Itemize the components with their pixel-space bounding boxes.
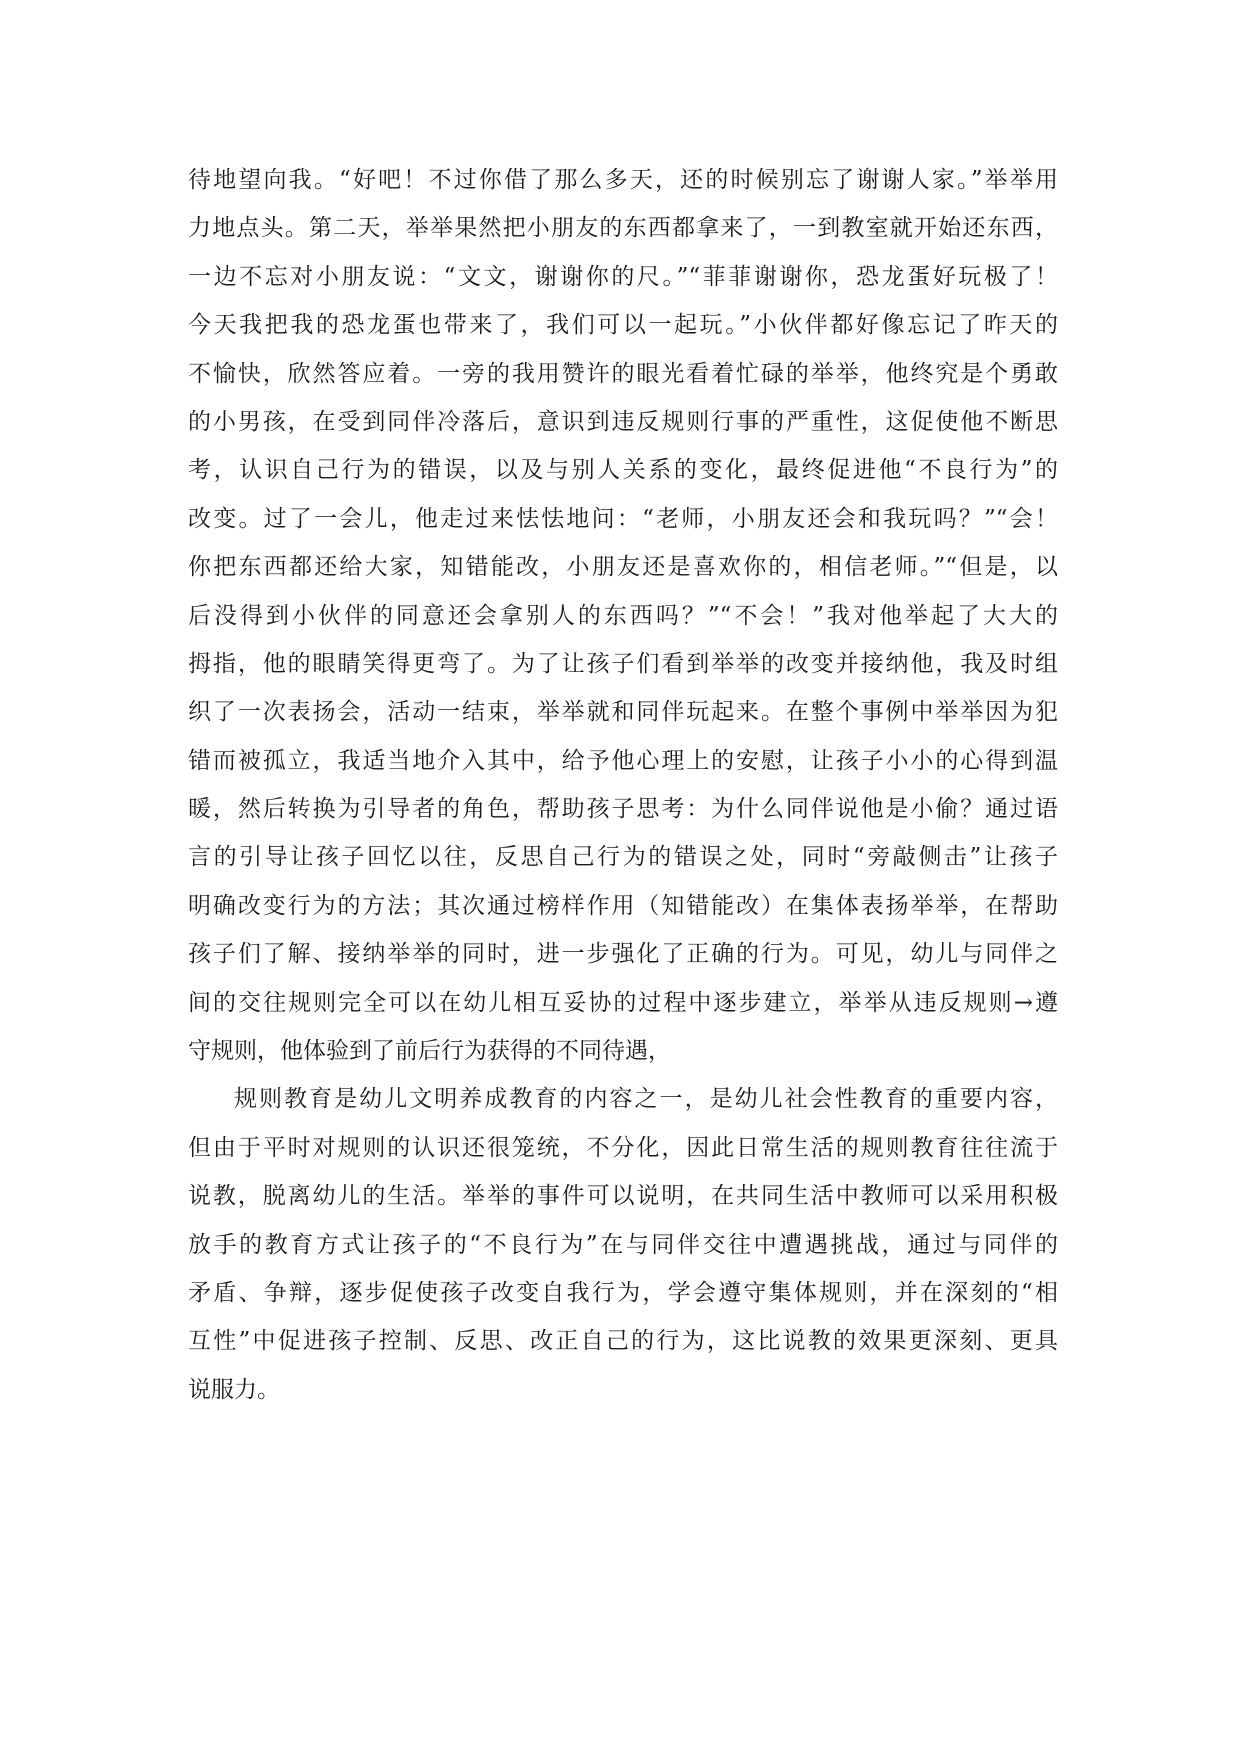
text-line: 明确改变行为的方法；其次通过榜样作用（知错能改）在集体表扬举举，在帮助	[188, 892, 1058, 919]
document-body	[188, 156, 1058, 1414]
text-line: 改变。过了一会儿，他走过来怯怯地问：“老师，小朋友还会和我玩吗？”“会！	[188, 505, 1058, 532]
text-line: 今天我把我的恐龙蛋也带来了，我们可以一起玩。”小伙伴都好像忘记了昨天的	[188, 312, 1058, 339]
text-line: 你把东西都还给大家，知错能改，小朋友还是喜欢你的，相信老师。”“但是，以	[188, 554, 1058, 581]
paragraph	[188, 156, 1058, 1075]
text-line: 孩子们了解、接纳举举的同时，进一步强化了正确的行为。可见，幼儿与同伴之	[188, 941, 1058, 968]
text-line: 暖，然后转换为引导者的角色，帮助孩子思考：为什么同伴说他是小偷？通过语	[188, 796, 1058, 823]
text-line: 守规则，他体验到了前后行为获得的不同待遇，	[188, 1038, 671, 1065]
text-line: 矛盾、争辩，逐步促使孩子改变自我行为，学会遵守集体规则，并在深刻的“相	[188, 1279, 1058, 1306]
text-line: 放手的教育方式让孩子的“不良行为”在与同伴交往中遭遇挑战，通过与同伴的	[188, 1231, 1058, 1258]
text-line: 错而被孤立，我适当地介入其中，给予他心理上的安慰，让孩子小小的心得到温	[188, 747, 1058, 774]
text-line: 互性”中促进孩子控制、反思、改正自己的行为，这比说教的效果更深刻、更具	[188, 1328, 1058, 1355]
text-line: 后没得到小伙伴的同意还会拿别人的东西吗？”“不会！”我对他举起了大大的	[188, 602, 1058, 629]
paragraph	[188, 1075, 1058, 1414]
text-line: 不愉快，欣然答应着。一旁的我用赞许的眼光看着忙碌的举举，他终究是个勇敢	[188, 360, 1058, 387]
text-line: 但由于平时对规则的认识还很笼统，不分化，因此日常生活的规则教育往往流于	[188, 1134, 1058, 1161]
text-line: 间的交往规则完全可以在幼儿相互妥协的过程中逐步建立，举举从违反规则→遵	[188, 989, 1058, 1016]
text-line: 待地望向我。“好吧！不过你借了那么多天，还的时候别忘了谢谢人家。”举举用	[188, 167, 1058, 193]
text-line: 力地点头。第二天，举举果然把小朋友的东西都拿来了，一到教室就开始还东西，	[188, 215, 1058, 242]
text-line: 拇指，他的眼睛笑得更弯了。为了让孩子们看到举举的改变并接纳他，我及时组	[188, 650, 1058, 677]
text-line: 言的引导让孩子回忆以往，反思自己行为的错误之处，同时“旁敲侧击”让孩子	[188, 844, 1058, 871]
text-line: 说教，脱离幼儿的生活。举举的事件可以说明，在共同生活中教师可以采用积极	[188, 1183, 1058, 1210]
text-line: 的小男孩，在受到同伴冷落后，意识到违反规则行事的严重性，这促使他不断思	[188, 408, 1058, 435]
text-line: 一边不忘对小朋友说：“文文，谢谢你的尺。”“菲菲谢谢你，恐龙蛋好玩极了！	[188, 263, 1058, 290]
text-line: 说服力。	[188, 1376, 280, 1403]
text-line: 织了一次表扬会，活动一结束，举举就和同伴玩起来。在整个事例中举举因为犯	[188, 699, 1058, 726]
text-line: 考，认识自己行为的错误，以及与别人关系的变化，最终促进他“不良行为”的	[188, 457, 1058, 484]
text-line: 规则教育是幼儿文明养成教育的内容之一，是幼儿社会性教育的重要内容，	[234, 1086, 1058, 1113]
